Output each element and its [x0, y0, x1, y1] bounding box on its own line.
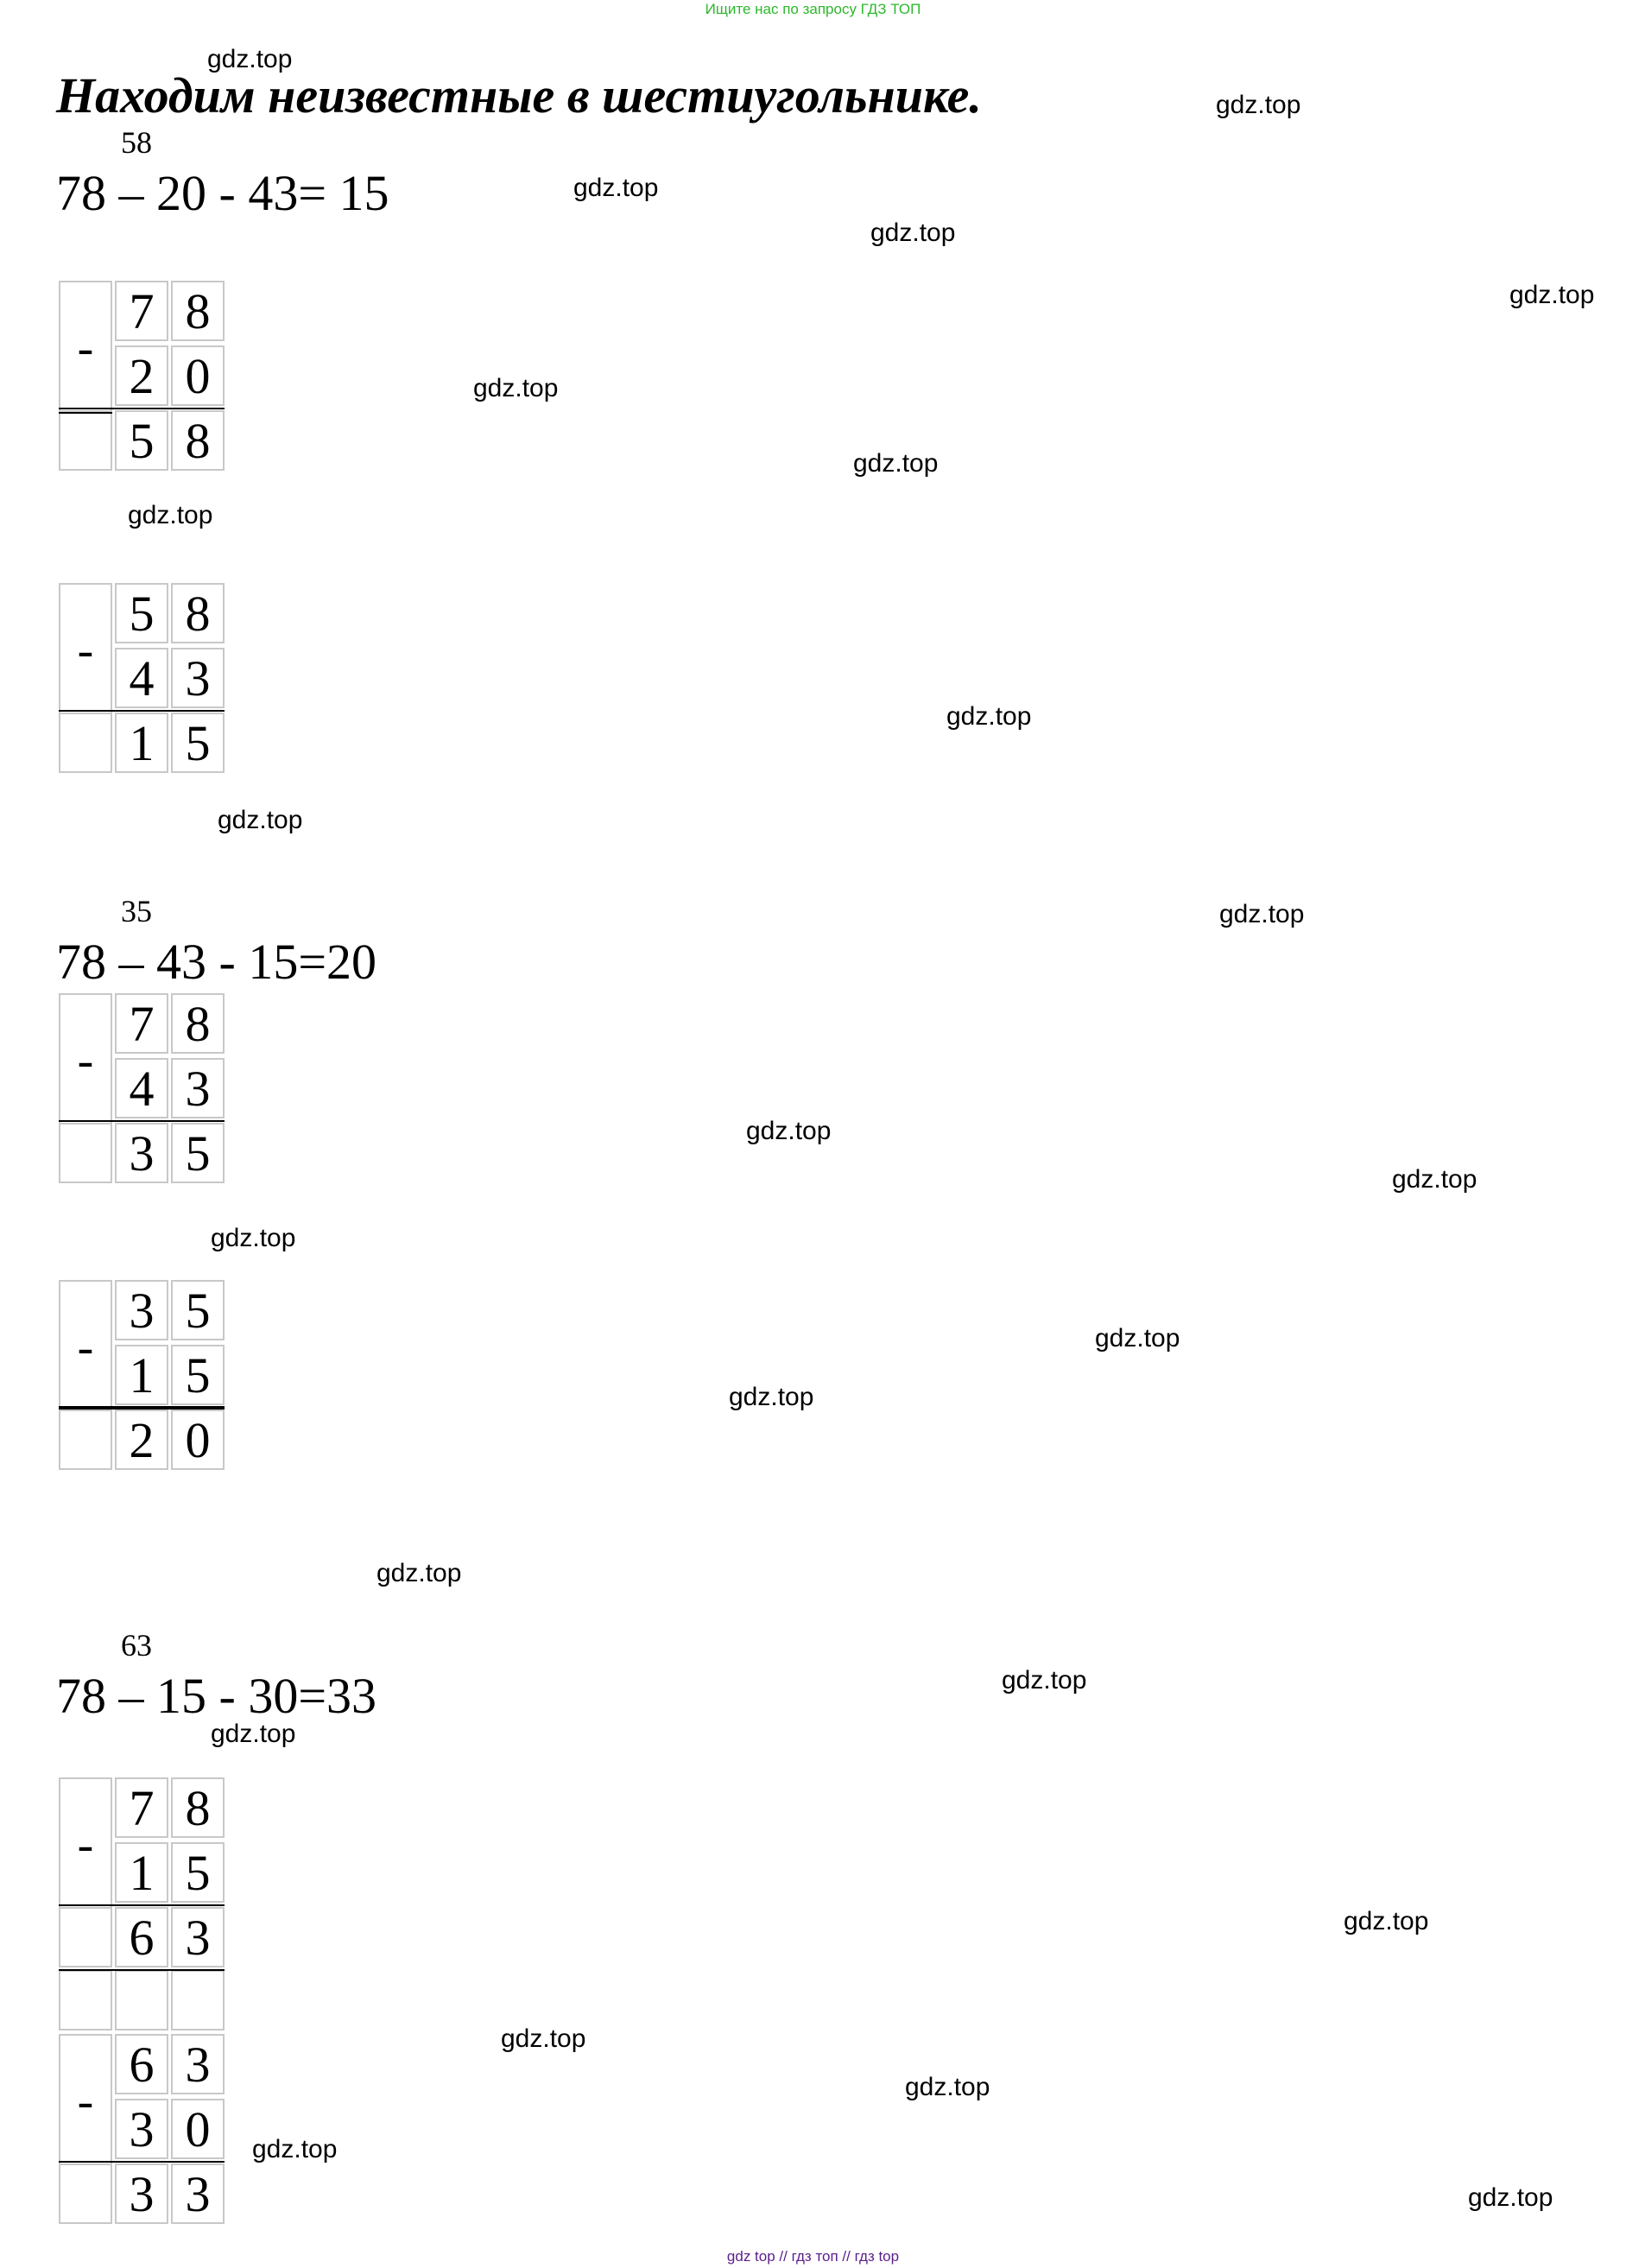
minus-sign: -	[77, 624, 94, 677]
digit-cell: 5	[115, 410, 168, 471]
result-line	[59, 1904, 225, 1906]
page-title: Находим неизвестные в шестиугольнике.	[56, 67, 982, 124]
digit-cell: 7	[115, 993, 168, 1054]
digit-cell: 5	[171, 713, 225, 773]
digit-cell: 4	[115, 648, 168, 708]
digit-cell: 3	[171, 2034, 225, 2094]
digit-cell: 5	[171, 1123, 225, 1183]
empty-cell	[59, 1123, 112, 1183]
digit-cell: 8	[171, 281, 225, 341]
equation-2: 78 – 43 - 15=20	[56, 934, 377, 990]
top-banner: Ищите нас по запросу ГДЗ ТОП	[705, 1, 921, 17]
watermark: gdz.top	[946, 702, 1032, 731]
watermark: gdz.top	[1002, 1666, 1087, 1695]
watermark: gdz.top	[211, 1224, 296, 1252]
watermark: gdz.top	[1468, 2183, 1553, 2212]
result-line	[59, 412, 112, 414]
digit-cell: 8	[171, 1777, 225, 1838]
digit-cell: 6	[115, 1907, 168, 1967]
digit-cell: 1	[115, 1842, 168, 1903]
minus-sign: -	[77, 1321, 94, 1374]
digit-cell: 5	[171, 1345, 225, 1405]
digit-cell: 7	[115, 1777, 168, 1838]
digit-cell: 2	[115, 1410, 168, 1470]
watermark: gdz.top	[1095, 1324, 1180, 1353]
separator-line	[59, 1969, 225, 1971]
digit-cell: 7	[115, 281, 168, 341]
empty-cell	[59, 1410, 112, 1470]
result-line	[59, 1406, 225, 1410]
digit-cell: 1	[115, 1345, 168, 1405]
minus-sign: -	[77, 2075, 94, 2128]
result-line	[59, 710, 225, 712]
watermark: gdz.top	[473, 374, 559, 402]
footer: gdz top // гдз топ // гдз top	[726, 2248, 900, 2265]
watermark: gdz.top	[128, 501, 213, 529]
digit-cell: 3	[115, 1280, 168, 1340]
digit-cell: 3	[115, 2099, 168, 2159]
empty-cell	[59, 713, 112, 773]
digit-cell: 0	[171, 345, 225, 406]
watermark: gdz.top	[746, 1117, 832, 1145]
empty-cell	[171, 1970, 225, 2030]
result-line	[59, 408, 225, 409]
digit-cell: 3	[171, 1907, 225, 1967]
digit-cell: 3	[115, 1123, 168, 1183]
empty-cell	[59, 1970, 112, 2030]
digit-cell: 6	[115, 2034, 168, 2094]
watermark: gdz.top	[252, 2135, 338, 2163]
digit-cell: 1	[115, 713, 168, 773]
empty-cell	[59, 1907, 112, 1967]
digit-cell: 8	[171, 583, 225, 643]
empty-cell	[115, 1970, 168, 2030]
watermark: gdz.top	[1509, 281, 1595, 309]
empty-cell	[59, 2163, 112, 2224]
watermark: gdz.top	[573, 174, 659, 202]
watermark: gdz.top	[207, 45, 293, 73]
digit-cell: 4	[115, 1058, 168, 1118]
watermark: gdz.top	[870, 219, 956, 247]
equation-3: 78 – 15 - 30=33	[56, 1668, 377, 1724]
watermark: gdz.top	[1344, 1907, 1429, 1935]
digit-cell: 8	[171, 993, 225, 1054]
digit-cell: 3	[171, 2163, 225, 2224]
intermediate-result-3: 63	[121, 1628, 152, 1663]
intermediate-result-2: 35	[121, 894, 152, 928]
watermark: gdz.top	[211, 1720, 296, 1748]
watermark: gdz.top	[218, 806, 303, 834]
digit-cell: 2	[115, 345, 168, 406]
watermark: gdz.top	[501, 2024, 586, 2053]
digit-cell: 3	[115, 2163, 168, 2224]
digit-cell: 5	[171, 1280, 225, 1340]
watermark: gdz.top	[1219, 900, 1305, 928]
result-line	[59, 1120, 225, 1122]
watermark: gdz.top	[729, 1383, 814, 1411]
watermark: gdz.top	[1216, 91, 1301, 119]
digit-cell: 8	[171, 410, 225, 471]
minus-sign: -	[77, 1034, 94, 1087]
watermark: gdz.top	[905, 2073, 990, 2101]
digit-cell: 3	[171, 1058, 225, 1118]
result-line	[59, 2161, 225, 2163]
intermediate-result-1: 58	[121, 125, 152, 160]
watermark: gdz.top	[1392, 1165, 1477, 1194]
minus-sign: -	[77, 1818, 94, 1872]
digit-cell: 5	[115, 583, 168, 643]
minus-sign: -	[77, 321, 94, 375]
equation-1: 78 – 20 - 43= 15	[56, 165, 389, 221]
digit-cell: 0	[171, 1410, 225, 1470]
watermark: gdz.top	[376, 1559, 462, 1587]
watermark: gdz.top	[853, 449, 939, 478]
empty-cell	[59, 410, 112, 471]
digit-cell: 0	[171, 2099, 225, 2159]
digit-cell: 5	[171, 1842, 225, 1903]
digit-cell: 3	[171, 648, 225, 708]
